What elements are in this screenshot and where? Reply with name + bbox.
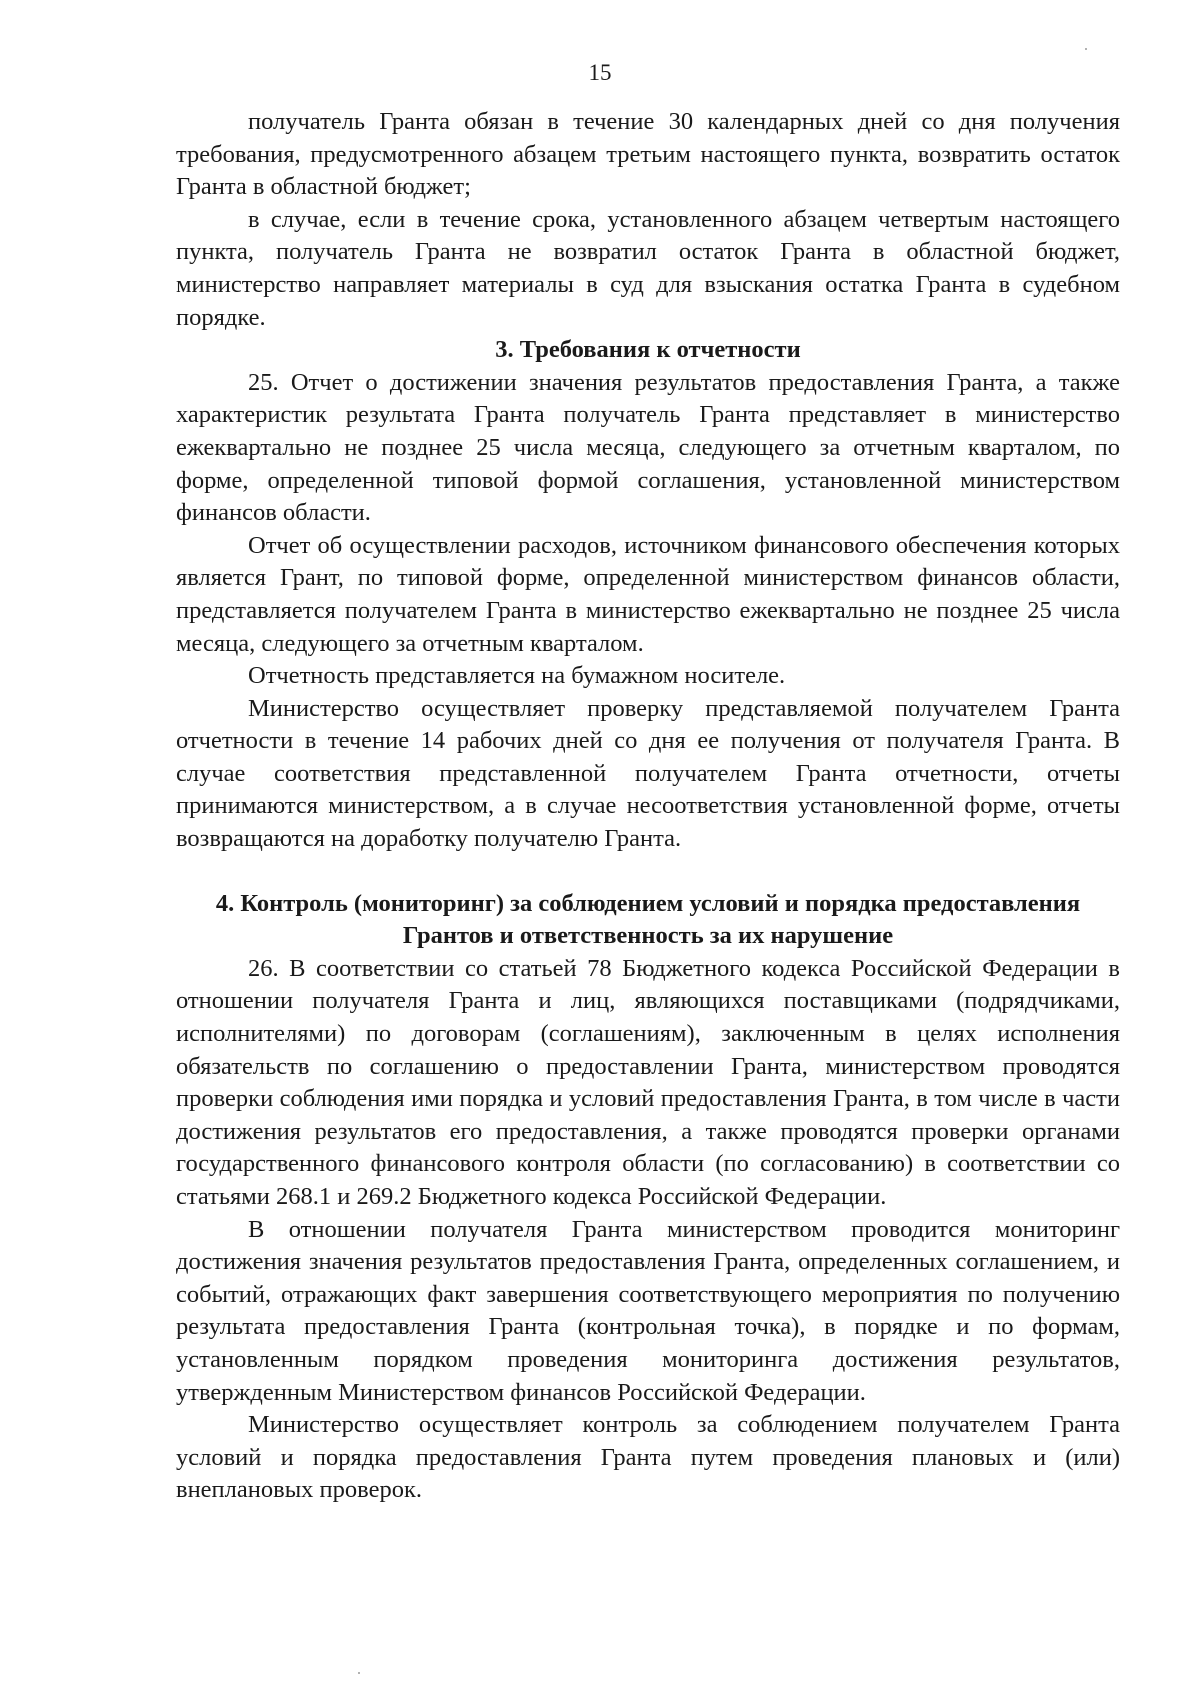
section-heading-reporting: 3. Требования к отчетности — [495, 336, 801, 364]
paragraph-control-inspections: Министерство осуществляет контроль за соблюдением получателем Гранта условий и порядка предоставления Гранта путем проведения плановых и (или) внеплановых проверок. — [176, 1411, 1120, 1504]
paragraph-25-report: 25. Отчет о достижении значения результатов предоставления Гранта, а также характеристик результата Гранта получатель Гранта представляет в министерство ежеквартально не позднее 25 числа месяца, следующего за отчетным кварталом, по форме, определенной типовой формой соглашения, установленной министерством финансов области. — [176, 368, 1120, 527]
paragraph-paper-media: Отчетность представляется на бумажном носителе. — [248, 662, 786, 690]
document-body — [176, 106, 1120, 1507]
paragraph-monitoring: В отношении получателя Гранта министерством проводится мониторинг достижения значения результатов предоставления Гранта, определенных соглашением, и событий, отражающих факт завершения соответствующего мероприятия по получению результата предоставления Гранта (контрольная точка), в порядке и по формам, установленным порядком проведения мониторинга достижения результатов, утвержденным Министерством финансов Российской Федерации. — [176, 1215, 1120, 1406]
page-number: 15 — [588, 60, 612, 85]
paragraph-expense-report: Отчет об осуществлении расходов, источником финансового обеспечения которых является Грант, по типовой форме, определенной министерством финансов области, представляется получателем Гранта в министерство ежеквартально не позднее 25 числа месяца, следующего за отчетным кварталом. — [176, 531, 1120, 657]
section-heading-control: 4. Контроль (мониторинг) за соблюдением условий и порядка предоставления Грантов и ответственность за их нарушение — [215, 889, 1081, 950]
paragraph-26-inspections: 26. В соответствии со статьей 78 Бюджетного кодекса Российской Федерации в отношении получателя Гранта и лиц, являющихся поставщиками (подрядчиками, исполнителями) по договорам (соглашениям), заключенным в целях исполнения обязательств по соглашению о предоставлении Гранта, министерством проводятся проверки соблюдения ими порядка и условий предоставления Гранта, в том числе в части достижения результатов его предоставления, а также проводятся проверки органами государственного финансового контроля области (по согласованию) в соответствии со статьями 268.1 и 269.2 Бюджетного кодекса Российской Федерации. — [176, 954, 1120, 1210]
paragraph-court-recovery: в случае, если в течение срока, установленного абзацем четвертым настоящего пункта, получатель Гранта не возвратил остаток Гранта в областной бюджет, министерство направляет материалы в суд для взыскания остатка Гранта в судебном порядке. — [176, 205, 1120, 331]
scan-artifact-dot — [358, 1672, 360, 1674]
paragraph-ministry-check: Министерство осуществляет проверку представляемой получателем Гранта отчетности в течение 14 рабочих дней со дня ее получения от получателя Гранта. В случае соответствия представленной получателем Гранта отчетности, отчеты принимаются министерством, а в случае несоответствия установленной форме, отчеты возвращаются на доработку получателю Гранта. — [176, 694, 1120, 853]
scan-artifact-dot — [1085, 48, 1087, 50]
paragraph-return-balance: получатель Гранта обязан в течение 30 календарных дней со дня получения требования, предусмотренного абзацем третьим настоящего пункта, возвратить остаток Гранта в областной бюджет; — [176, 108, 1120, 201]
